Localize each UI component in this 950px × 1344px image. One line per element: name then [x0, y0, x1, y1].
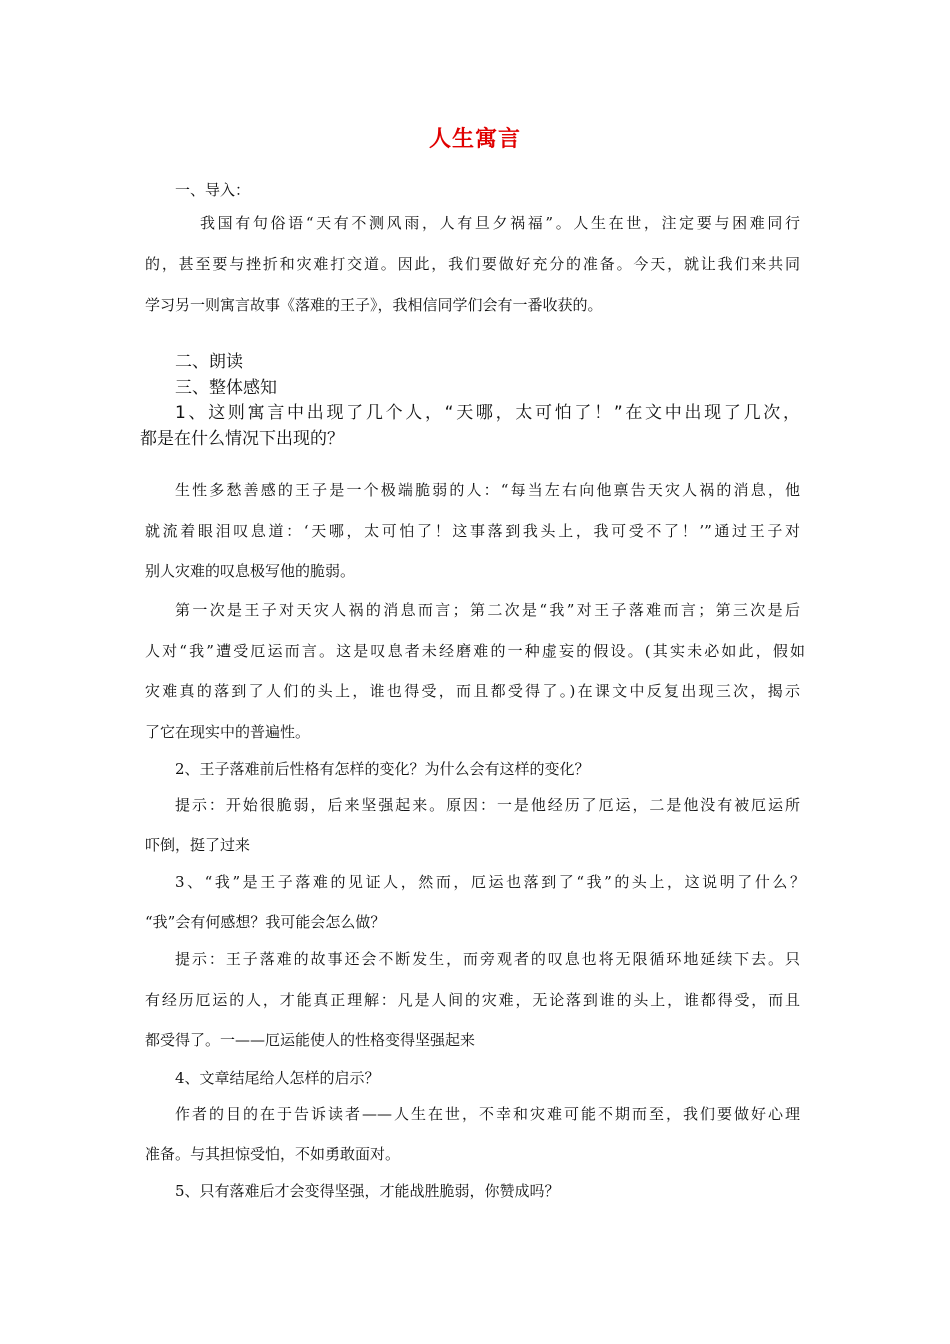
perception-heading: 三、整体感知: [175, 378, 277, 398]
question-4: 4、文章结尾给人怎样的启示？: [175, 1069, 380, 1087]
intro-line-1: 我国有句俗语“天有不测风雨，人有旦夕祸福”。人生在世，注定要与困难同行: [200, 214, 800, 232]
answer-1b-line-2: 人对“我”遭受厄运而言。这是叹息者未经磨难的一种虚妄的假设。(其实未必如此，假如: [145, 642, 805, 660]
question-2: 2、王子落难前后性格有怎样的变化？为什么会有这样的变化？: [175, 760, 590, 778]
answer-2-line-1: 提示：开始很脆弱，后来坚强起来。原因：一是他经历了厄运，二是他没有被厄运所: [175, 796, 800, 814]
answer-2-line-2: 吓倒，挺了过来: [145, 836, 251, 854]
intro-line-2: 的，甚至要与挫折和灾难打交道。因此，我们要做好充分的准备。今天，就让我们来共同: [145, 255, 800, 273]
intro-line-3: 学习另一则寓言故事《落难的王子》，我相信同学们会有一番收获的。: [145, 296, 603, 314]
question-3-line-2: “我”会有何感想？我可能会怎么做？: [145, 913, 386, 931]
question-1-line-2: 都是在什么情况下出现的？: [140, 429, 344, 449]
question-1-line-1: 1、这则寓言中出现了几个人，“天哪，太可怕了！”在文中出现了几次，: [175, 403, 800, 423]
answer-4-line-1: 作者的目的在于告诉读者——人生在世，不幸和灾难可能不期而至，我们要做好心理: [175, 1105, 800, 1123]
reading-heading: 二、朗读: [175, 352, 243, 372]
page-title: 人生寓言: [428, 127, 521, 152]
answer-1b-line-4: 了它在现实中的普遍性。: [145, 723, 311, 741]
answer-3-line-2: 有经历厄运的人，才能真正理解：凡是人间的灾难，无论落到谁的头上，谁都得受，而且: [145, 991, 800, 1009]
answer-4-line-2: 准备。与其担惊受怕，不如勇敢面对。: [145, 1145, 401, 1163]
question-5: 5、只有落难后才会变得坚强，才能战胜脆弱，你赞成吗？: [175, 1182, 560, 1200]
answer-3-line-3: 都受得了。一——厄运能使人的性格变得坚强起来: [145, 1031, 476, 1049]
question-3-line-1: 3、“我”是王子落难的见证人，然而，厄运也落到了“我”的头上，这说明了什么？: [175, 873, 805, 891]
answer-1b-line-3: 灾难真的落到了人们的头上，谁也得受，而且都受得了。)在课文中反复出现三次，揭示: [145, 682, 800, 700]
answer-1a-line-3: 别人灾难的叹息极写他的脆弱。: [145, 562, 356, 580]
intro-heading: 一、导入：: [175, 181, 251, 199]
answer-1a-line-2: 就流着眼泪叹息道：‘天哪，太可怕了！这事落到我头上，我可受不了！’”通过王子对: [145, 522, 800, 540]
answer-1b-line-1: 第一次是王子对天灾人祸的消息而言；第二次是“我”对王子落难而言；第三次是后: [175, 601, 800, 619]
answer-3-line-1: 提示：王子落难的故事还会不断发生，而旁观者的叹息也将无限循环地延续下去。只: [175, 950, 800, 968]
answer-1a-line-1: 生性多愁善感的王子是一个极端脆弱的人：“每当左右向他禀告天灾人祸的消息，他: [175, 481, 800, 499]
